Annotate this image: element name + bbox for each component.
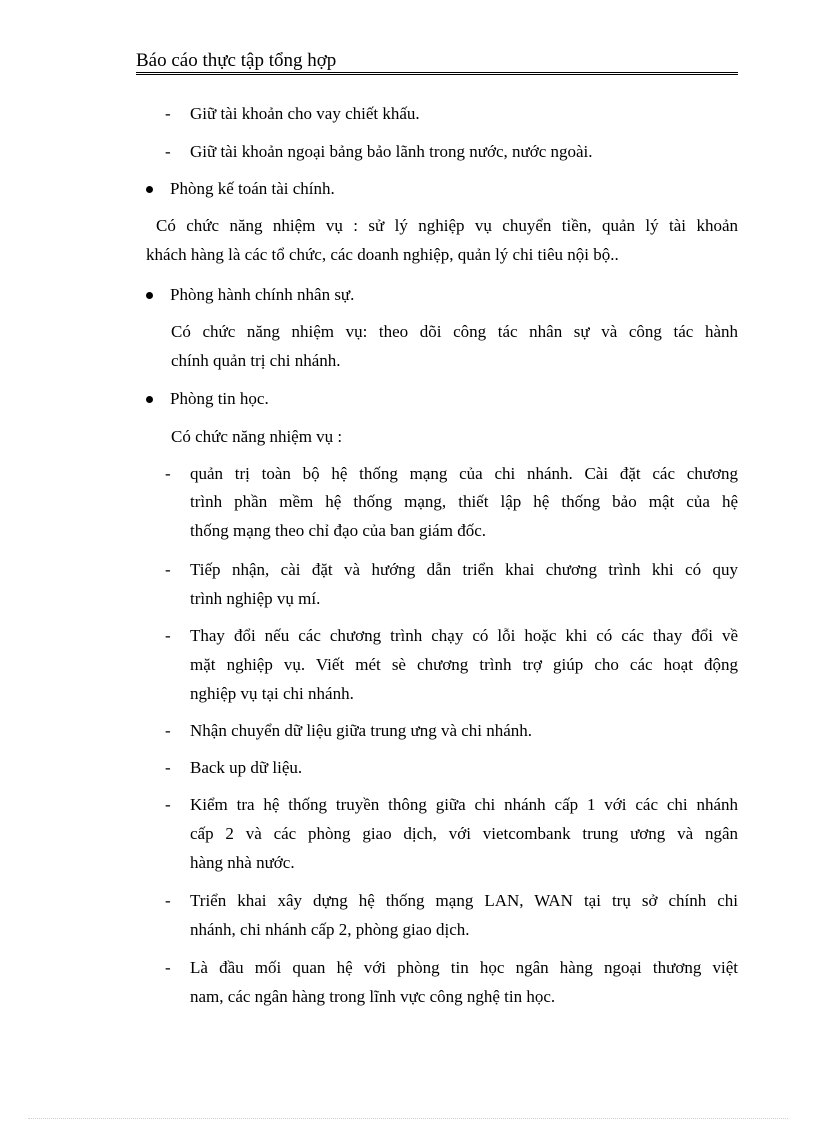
list-item: Nhận chuyển dữ liệu giữa trung ưng và chi nhánh.	[190, 721, 533, 740]
dash-marker: -	[165, 142, 171, 161]
paragraph-line: Có chức năng nhiệm vụ: theo dõi công tác nhân sự và công tác hành	[171, 322, 738, 341]
dash-marker: -	[165, 721, 171, 740]
list-item: Là đầu mối quan hệ với phòng tin học ngân hàng ngoại thương việt	[190, 958, 738, 977]
list-item: nghiệp vụ tại chi nhánh.	[190, 684, 354, 703]
list-item: Tiếp nhận, cài đặt và hướng dẫn triển khai chương trình khi có quy	[190, 560, 738, 579]
list-item: Kiểm tra hệ thống truyền thông giữa chi nhánh cấp 1 với các chi nhánh	[190, 795, 738, 814]
dash-marker: -	[165, 958, 171, 977]
list-item: hàng nhà nước.	[190, 853, 295, 872]
dash-marker: -	[165, 758, 171, 777]
list-item: quản trị toàn bộ hệ thống mạng của chi nhánh. Cài đặt các chương	[190, 464, 738, 483]
bullet-icon	[146, 396, 153, 403]
list-item: Back up dữ liệu.	[190, 758, 303, 777]
list-item: Giữ tài khoản cho vay chiết khấu.	[190, 104, 420, 123]
bullet-icon	[146, 186, 153, 193]
paragraph-line: khách hàng là các tổ chức, các doanh nghiệp, quản lý chi tiêu nội bộ..	[146, 245, 619, 264]
page-footer-divider	[28, 1118, 788, 1119]
list-item: nam, các ngân hàng trong lĩnh vực công nghệ tin học.	[190, 987, 556, 1006]
paragraph-line: Có chức năng nhiệm vụ : sử lý nghiệp vụ chuyển tiền, quản lý tài khoản	[156, 216, 738, 235]
dash-marker: -	[165, 891, 171, 910]
list-item: Giữ tài khoản ngoại bảng bảo lãnh trong nước, nước ngoài.	[190, 142, 593, 161]
section-heading-hr: Phòng hành chính nhân sự.	[170, 285, 355, 304]
paragraph-line: Có chức năng nhiệm vụ :	[171, 427, 343, 446]
list-item: nhánh, chi nhánh cấp 2, phòng giao dịch.	[190, 920, 470, 939]
dash-marker: -	[165, 464, 171, 483]
list-item: cấp 2 và các phòng giao dịch, với vietcombank trung ương và ngân	[190, 824, 738, 843]
list-item: Triển khai xây dựng hệ thống mạng LAN, WAN tại trụ sở chính chi	[190, 891, 738, 910]
header-title: Báo cáo thực tập tổng hợp	[136, 50, 337, 71]
list-item: thống mạng theo chỉ đạo của ban giám đốc.	[190, 521, 486, 540]
section-heading-accounting: Phòng kế toán tài chính.	[170, 179, 335, 198]
dash-marker: -	[165, 626, 171, 645]
dash-marker: -	[165, 795, 171, 814]
list-item: Thay đổi nếu các chương trình chạy có lỗi hoặc khi có các thay đổi về	[190, 626, 738, 645]
list-item: trình nghiệp vụ mí.	[190, 589, 321, 608]
bullet-icon	[146, 292, 153, 299]
paragraph-line: chính quản trị chi nhánh.	[171, 351, 341, 370]
dash-marker: -	[165, 560, 171, 579]
section-heading-it: Phòng tin học.	[170, 389, 269, 408]
dash-marker: -	[165, 104, 171, 123]
list-item: trình phần mềm hệ thống mạng, thiết lập hệ thống bảo mật của hệ	[190, 492, 738, 511]
list-item: mặt nghiệp vụ. Viết mét sè chương trình trợ giúp cho các hoạt động	[190, 655, 738, 674]
